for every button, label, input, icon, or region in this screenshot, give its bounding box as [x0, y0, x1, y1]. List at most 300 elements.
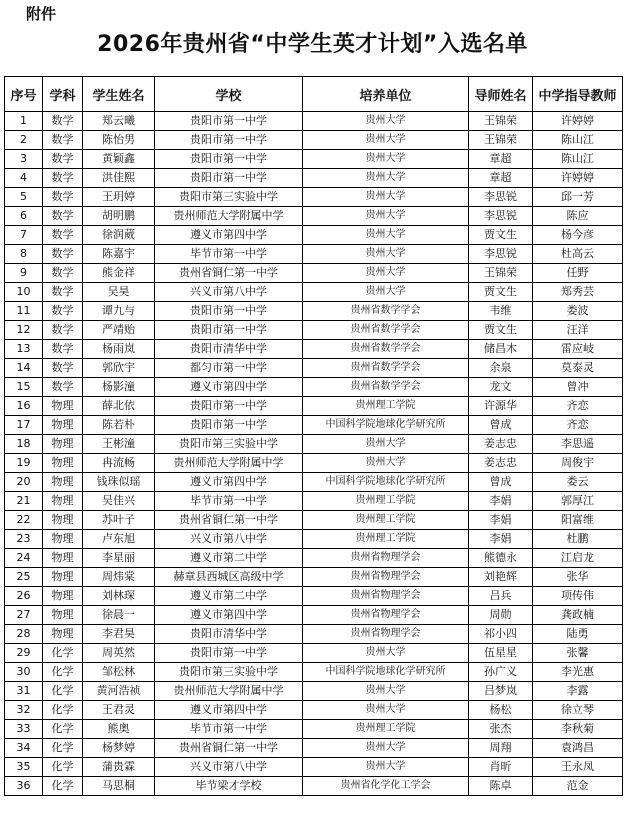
cell-school: 毕节市第一中学 [155, 245, 303, 264]
table-row [5, 416, 623, 435]
cell-school: 贵阳市第一中学 [155, 321, 303, 340]
table-row [5, 112, 623, 131]
cell-teacher: 娄云 [533, 473, 623, 492]
cell-subject: 物理 [43, 511, 83, 530]
cell-teacher: 齐恋 [533, 416, 623, 435]
column-header-student-name: 学生姓名 [83, 77, 155, 112]
table-row [5, 169, 623, 188]
cell-training-unit: 贵州省数学学会 [303, 359, 469, 378]
cell-subject: 物理 [43, 492, 83, 511]
cell-teacher: 龚政楠 [533, 606, 623, 625]
cell-student-name: 苏叶子 [83, 511, 155, 530]
cell-teacher: 李光惠 [533, 663, 623, 682]
cell-student-name: 洪佳熙 [83, 169, 155, 188]
cell-subject: 数学 [43, 112, 83, 131]
cell-mentor: 周翔 [469, 739, 533, 758]
cell-index: 26 [5, 587, 43, 606]
cell-school: 贵州师范大学附属中学 [155, 207, 303, 226]
cell-index: 3 [5, 150, 43, 169]
cell-training-unit: 贵州大学 [303, 454, 469, 473]
cell-subject: 化学 [43, 758, 83, 777]
cell-training-unit: 贵州大学 [303, 188, 469, 207]
cell-student-name: 卢东旭 [83, 530, 155, 549]
cell-student-name: 杨雨岚 [83, 340, 155, 359]
cell-subject: 数学 [43, 188, 83, 207]
cell-mentor: 贾文生 [469, 226, 533, 245]
cell-teacher: 曾冲 [533, 378, 623, 397]
cell-subject: 数学 [43, 378, 83, 397]
cell-subject: 数学 [43, 131, 83, 150]
cell-mentor: 王锦荣 [469, 264, 533, 283]
cell-teacher: 李思遥 [533, 435, 623, 454]
cell-index: 15 [5, 378, 43, 397]
cell-student-name: 周炜棠 [83, 568, 155, 587]
cell-student-name: 黄河浩祯 [83, 682, 155, 701]
cell-mentor: 李思锐 [469, 207, 533, 226]
cell-teacher: 郑秀芸 [533, 283, 623, 302]
cell-subject: 物理 [43, 530, 83, 549]
table-row [5, 435, 623, 454]
table-row [5, 188, 623, 207]
cell-teacher: 杨今彦 [533, 226, 623, 245]
cell-index: 36 [5, 777, 43, 796]
table-row [5, 321, 623, 340]
cell-teacher: 江启龙 [533, 549, 623, 568]
cell-subject: 化学 [43, 777, 83, 796]
cell-school: 贵阳市清华中学 [155, 340, 303, 359]
cell-school: 贵州师范大学附属中学 [155, 454, 303, 473]
cell-subject: 数学 [43, 359, 83, 378]
cell-student-name: 严靖贻 [83, 321, 155, 340]
cell-mentor: 李娟 [469, 511, 533, 530]
cell-subject: 物理 [43, 473, 83, 492]
cell-school: 毕节市第一中学 [155, 720, 303, 739]
cell-index: 20 [5, 473, 43, 492]
column-header-teacher: 中学指导教师 [533, 77, 623, 112]
cell-mentor: 章超 [469, 169, 533, 188]
cell-subject: 化学 [43, 739, 83, 758]
table-row [5, 606, 623, 625]
cell-subject: 数学 [43, 302, 83, 321]
cell-subject: 数学 [43, 226, 83, 245]
document-title: 2026年贵州省“中学生英才计划”入选名单 [97, 32, 528, 57]
cell-training-unit: 贵州大学 [303, 264, 469, 283]
cell-subject: 化学 [43, 663, 83, 682]
cell-index: 27 [5, 606, 43, 625]
cell-subject: 物理 [43, 397, 83, 416]
cell-subject: 物理 [43, 454, 83, 473]
table-row [5, 226, 623, 245]
cell-school: 贵阳市第一中学 [155, 169, 303, 188]
table-row [5, 302, 623, 321]
cell-teacher: 陈应 [533, 207, 623, 226]
table-header-row [5, 77, 623, 112]
cell-school: 贵州师范大学附属中学 [155, 682, 303, 701]
cell-index: 35 [5, 758, 43, 777]
cell-teacher: 张馨 [533, 644, 623, 663]
cell-school: 贵阳市第一中学 [155, 131, 303, 150]
table-row [5, 549, 623, 568]
cell-mentor: 陈卓 [469, 777, 533, 796]
cell-student-name: 吴昊 [83, 283, 155, 302]
cell-index: 16 [5, 397, 43, 416]
table-row [5, 245, 623, 264]
cell-teacher: 许婷婷 [533, 169, 623, 188]
cell-subject: 物理 [43, 435, 83, 454]
table-row [5, 511, 623, 530]
cell-student-name: 冉流畅 [83, 454, 155, 473]
cell-student-name: 熊金祥 [83, 264, 155, 283]
cell-school: 贵阳市第一中学 [155, 150, 303, 169]
selection-list-table [4, 76, 623, 796]
cell-school: 遵义市第四中学 [155, 473, 303, 492]
cell-mentor: 伍星星 [469, 644, 533, 663]
cell-index: 9 [5, 264, 43, 283]
cell-school: 贵阳市第三实验中学 [155, 188, 303, 207]
table-row [5, 530, 623, 549]
cell-student-name: 刘林琛 [83, 587, 155, 606]
cell-school: 遵义市第四中学 [155, 226, 303, 245]
cell-index: 11 [5, 302, 43, 321]
cell-student-name: 杨影潼 [83, 378, 155, 397]
cell-index: 12 [5, 321, 43, 340]
cell-teacher: 李秋菊 [533, 720, 623, 739]
cell-training-unit: 中国科学院地球化学研究所 [303, 416, 469, 435]
cell-student-name: 陈嘉宇 [83, 245, 155, 264]
cell-mentor: 李思锐 [469, 245, 533, 264]
cell-mentor: 曾成 [469, 473, 533, 492]
cell-subject: 数学 [43, 264, 83, 283]
cell-subject: 数学 [43, 321, 83, 340]
cell-school: 贵阳市第一中学 [155, 397, 303, 416]
cell-subject: 数学 [43, 340, 83, 359]
cell-student-name: 马思桐 [83, 777, 155, 796]
cell-mentor: 李思锐 [469, 188, 533, 207]
cell-subject: 物理 [43, 568, 83, 587]
table-row [5, 587, 623, 606]
cell-mentor: 李娟 [469, 492, 533, 511]
cell-mentor: 龙文 [469, 378, 533, 397]
cell-training-unit: 贵州大学 [303, 701, 469, 720]
cell-subject: 化学 [43, 644, 83, 663]
cell-student-name: 胡明鹏 [83, 207, 155, 226]
cell-teacher: 齐恋 [533, 397, 623, 416]
cell-index: 14 [5, 359, 43, 378]
cell-training-unit: 贵州大学 [303, 245, 469, 264]
cell-subject: 数学 [43, 169, 83, 188]
cell-school: 都匀市第一中学 [155, 359, 303, 378]
cell-index: 28 [5, 625, 43, 644]
cell-subject: 物理 [43, 587, 83, 606]
cell-subject: 化学 [43, 720, 83, 739]
cell-school: 贵阳市第一中学 [155, 644, 303, 663]
cell-training-unit: 贵州省物理学会 [303, 568, 469, 587]
cell-teacher: 徐立琴 [533, 701, 623, 720]
cell-school: 毕节市第一中学 [155, 492, 303, 511]
cell-training-unit: 贵州大学 [303, 169, 469, 188]
cell-training-unit: 贵州省数学学会 [303, 302, 469, 321]
table-row [5, 644, 623, 663]
cell-school: 贵州省铜仁第一中学 [155, 264, 303, 283]
cell-mentor: 曾成 [469, 416, 533, 435]
table-row [5, 378, 623, 397]
table-row [5, 131, 623, 150]
cell-school: 遵义市第四中学 [155, 378, 303, 397]
table-row [5, 340, 623, 359]
table-row [5, 758, 623, 777]
cell-index: 21 [5, 492, 43, 511]
table-row [5, 625, 623, 644]
cell-mentor: 吕兵 [469, 587, 533, 606]
cell-student-name: 王君灵 [83, 701, 155, 720]
cell-training-unit: 贵州大学 [303, 207, 469, 226]
cell-student-name: 徐晨一 [83, 606, 155, 625]
cell-index: 23 [5, 530, 43, 549]
cell-subject: 物理 [43, 625, 83, 644]
cell-teacher: 邱一芳 [533, 188, 623, 207]
cell-subject: 物理 [43, 549, 83, 568]
cell-mentor: 杨松 [469, 701, 533, 720]
cell-teacher: 阳富维 [533, 511, 623, 530]
cell-school: 贵阳市第一中学 [155, 302, 303, 321]
cell-index: 25 [5, 568, 43, 587]
cell-school: 贵阳市清华中学 [155, 625, 303, 644]
cell-training-unit: 中国科学院地球化学研究所 [303, 473, 469, 492]
table-row [5, 777, 623, 796]
cell-student-name: 邹松林 [83, 663, 155, 682]
column-header-mentor: 导师姓名 [469, 77, 533, 112]
cell-student-name: 王玥婷 [83, 188, 155, 207]
cell-training-unit: 贵州理工学院 [303, 530, 469, 549]
cell-mentor: 祁小四 [469, 625, 533, 644]
table-row [5, 473, 623, 492]
table-row [5, 739, 623, 758]
cell-training-unit: 贵州大学 [303, 131, 469, 150]
cell-mentor: 贾文生 [469, 283, 533, 302]
cell-training-unit: 贵州理工学院 [303, 511, 469, 530]
cell-student-name: 陈怡男 [83, 131, 155, 150]
cell-student-name: 陈若朴 [83, 416, 155, 435]
cell-teacher: 项传伟 [533, 587, 623, 606]
cell-school: 遵义市第二中学 [155, 549, 303, 568]
cell-teacher: 杜鹏 [533, 530, 623, 549]
cell-training-unit: 贵州省数学学会 [303, 378, 469, 397]
cell-school: 遵义市第四中学 [155, 701, 303, 720]
cell-training-unit: 贵州大学 [303, 682, 469, 701]
cell-training-unit: 贵州大学 [303, 435, 469, 454]
cell-subject: 数学 [43, 245, 83, 264]
cell-subject: 化学 [43, 701, 83, 720]
cell-mentor: 肖昕 [469, 758, 533, 777]
cell-training-unit: 贵州省化学化工学会 [303, 777, 469, 796]
cell-training-unit: 贵州理工学院 [303, 397, 469, 416]
cell-mentor: 余泉 [469, 359, 533, 378]
cell-teacher: 陈山江 [533, 150, 623, 169]
cell-training-unit: 贵州省数学学会 [303, 321, 469, 340]
cell-mentor: 韦维 [469, 302, 533, 321]
cell-index: 32 [5, 701, 43, 720]
cell-mentor: 贾文生 [469, 321, 533, 340]
cell-training-unit: 贵州大学 [303, 644, 469, 663]
cell-teacher: 莫泰灵 [533, 359, 623, 378]
cell-training-unit: 贵州大学 [303, 112, 469, 131]
cell-school: 兴义市第八中学 [155, 758, 303, 777]
cell-teacher: 陈山江 [533, 131, 623, 150]
cell-school: 贵阳市第三实验中学 [155, 663, 303, 682]
cell-index: 2 [5, 131, 43, 150]
cell-student-name: 熊奥 [83, 720, 155, 739]
cell-index: 17 [5, 416, 43, 435]
cell-mentor: 章超 [469, 150, 533, 169]
cell-subject: 物理 [43, 416, 83, 435]
cell-mentor: 孙广义 [469, 663, 533, 682]
table-row [5, 454, 623, 473]
cell-index: 31 [5, 682, 43, 701]
cell-training-unit: 贵州省数学学会 [303, 340, 469, 359]
cell-training-unit: 贵州大学 [303, 150, 469, 169]
cell-teacher: 范金 [533, 777, 623, 796]
cell-index: 13 [5, 340, 43, 359]
cell-training-unit: 贵州省物理学会 [303, 625, 469, 644]
table-row [5, 720, 623, 739]
cell-teacher: 杜高云 [533, 245, 623, 264]
cell-teacher: 周俊宇 [533, 454, 623, 473]
cell-training-unit: 贵州大学 [303, 283, 469, 302]
cell-teacher: 汪洋 [533, 321, 623, 340]
table-body [5, 112, 623, 796]
column-header-school: 学校 [155, 77, 303, 112]
cell-mentor: 王锦荣 [469, 131, 533, 150]
cell-teacher: 王永凤 [533, 758, 623, 777]
cell-index: 18 [5, 435, 43, 454]
column-header-index: 序号 [5, 77, 43, 112]
cell-student-name: 李星丽 [83, 549, 155, 568]
cell-school: 遵义市第二中学 [155, 587, 303, 606]
cell-mentor: 吕梦岚 [469, 682, 533, 701]
cell-subject: 物理 [43, 606, 83, 625]
cell-training-unit: 贵州理工学院 [303, 492, 469, 511]
cell-training-unit: 贵州省物理学会 [303, 587, 469, 606]
cell-teacher: 许婷婷 [533, 112, 623, 131]
cell-index: 5 [5, 188, 43, 207]
cell-school: 贵州省铜仁第一中学 [155, 511, 303, 530]
cell-index: 7 [5, 226, 43, 245]
cell-school: 赫章县西城区高级中学 [155, 568, 303, 587]
attachment-label: 附件 [26, 5, 57, 23]
cell-student-name: 杨梦婷 [83, 739, 155, 758]
cell-training-unit: 贵州省物理学会 [303, 606, 469, 625]
cell-student-name: 钱珠似瑶 [83, 473, 155, 492]
cell-student-name: 蒲贵霖 [83, 758, 155, 777]
cell-index: 24 [5, 549, 43, 568]
cell-index: 8 [5, 245, 43, 264]
cell-school: 兴义市第八中学 [155, 283, 303, 302]
cell-training-unit: 中国科学院地球化学研究所 [303, 663, 469, 682]
cell-student-name: 李君昊 [83, 625, 155, 644]
cell-mentor: 姜志忠 [469, 454, 533, 473]
table-row [5, 283, 623, 302]
cell-mentor: 李娟 [469, 530, 533, 549]
table-row [5, 492, 623, 511]
cell-index: 1 [5, 112, 43, 131]
cell-school: 贵阳市第一中学 [155, 416, 303, 435]
cell-index: 29 [5, 644, 43, 663]
cell-mentor: 周勋 [469, 606, 533, 625]
cell-mentor: 刘艳辉 [469, 568, 533, 587]
cell-training-unit: 贵州省物理学会 [303, 549, 469, 568]
cell-student-name: 王彬潼 [83, 435, 155, 454]
cell-mentor: 储昌木 [469, 340, 533, 359]
cell-school: 兴义市第八中学 [155, 530, 303, 549]
cell-teacher: 陆勇 [533, 625, 623, 644]
cell-school: 毕节梁才学校 [155, 777, 303, 796]
cell-training-unit: 贵州大学 [303, 758, 469, 777]
cell-school: 贵阳市第一中学 [155, 112, 303, 131]
cell-student-name: 吴佳兴 [83, 492, 155, 511]
cell-student-name: 郭欣宇 [83, 359, 155, 378]
cell-student-name: 谭九与 [83, 302, 155, 321]
cell-index: 19 [5, 454, 43, 473]
cell-index: 10 [5, 283, 43, 302]
table-row [5, 264, 623, 283]
cell-teacher: 任野 [533, 264, 623, 283]
cell-student-name: 黄颖鑫 [83, 150, 155, 169]
cell-mentor: 张杰 [469, 720, 533, 739]
cell-school: 遵义市第四中学 [155, 606, 303, 625]
table-row [5, 701, 623, 720]
cell-training-unit: 贵州大学 [303, 739, 469, 758]
table-row [5, 397, 623, 416]
cell-mentor: 王锦荣 [469, 112, 533, 131]
cell-mentor: 熊德永 [469, 549, 533, 568]
cell-teacher: 李露 [533, 682, 623, 701]
cell-teacher: 郭厚江 [533, 492, 623, 511]
column-header-subject: 学科 [43, 77, 83, 112]
cell-teacher: 张华 [533, 568, 623, 587]
cell-teacher: 雷应岐 [533, 340, 623, 359]
table-row [5, 359, 623, 378]
cell-training-unit: 贵州大学 [303, 226, 469, 245]
cell-index: 30 [5, 663, 43, 682]
cell-subject: 数学 [43, 150, 83, 169]
table-row [5, 150, 623, 169]
cell-school: 贵州省铜仁第一中学 [155, 739, 303, 758]
cell-teacher: 娄波 [533, 302, 623, 321]
cell-subject: 化学 [43, 682, 83, 701]
table-row [5, 568, 623, 587]
cell-student-name: 徐润葳 [83, 226, 155, 245]
cell-mentor: 许源华 [469, 397, 533, 416]
cell-index: 33 [5, 720, 43, 739]
cell-teacher: 袁鸿昌 [533, 739, 623, 758]
cell-subject: 数学 [43, 283, 83, 302]
cell-index: 6 [5, 207, 43, 226]
column-header-training-unit: 培养单位 [303, 77, 469, 112]
cell-subject: 数学 [43, 207, 83, 226]
cell-student-name: 周英然 [83, 644, 155, 663]
table-row [5, 663, 623, 682]
cell-index: 34 [5, 739, 43, 758]
cell-school: 贵阳市第三实验中学 [155, 435, 303, 454]
cell-student-name: 郑云曦 [83, 112, 155, 131]
cell-training-unit: 贵州理工学院 [303, 720, 469, 739]
cell-student-name: 薛北依 [83, 397, 155, 416]
cell-index: 22 [5, 511, 43, 530]
table-row [5, 682, 623, 701]
table-row [5, 207, 623, 226]
cell-index: 4 [5, 169, 43, 188]
cell-mentor: 姜志忠 [469, 435, 533, 454]
